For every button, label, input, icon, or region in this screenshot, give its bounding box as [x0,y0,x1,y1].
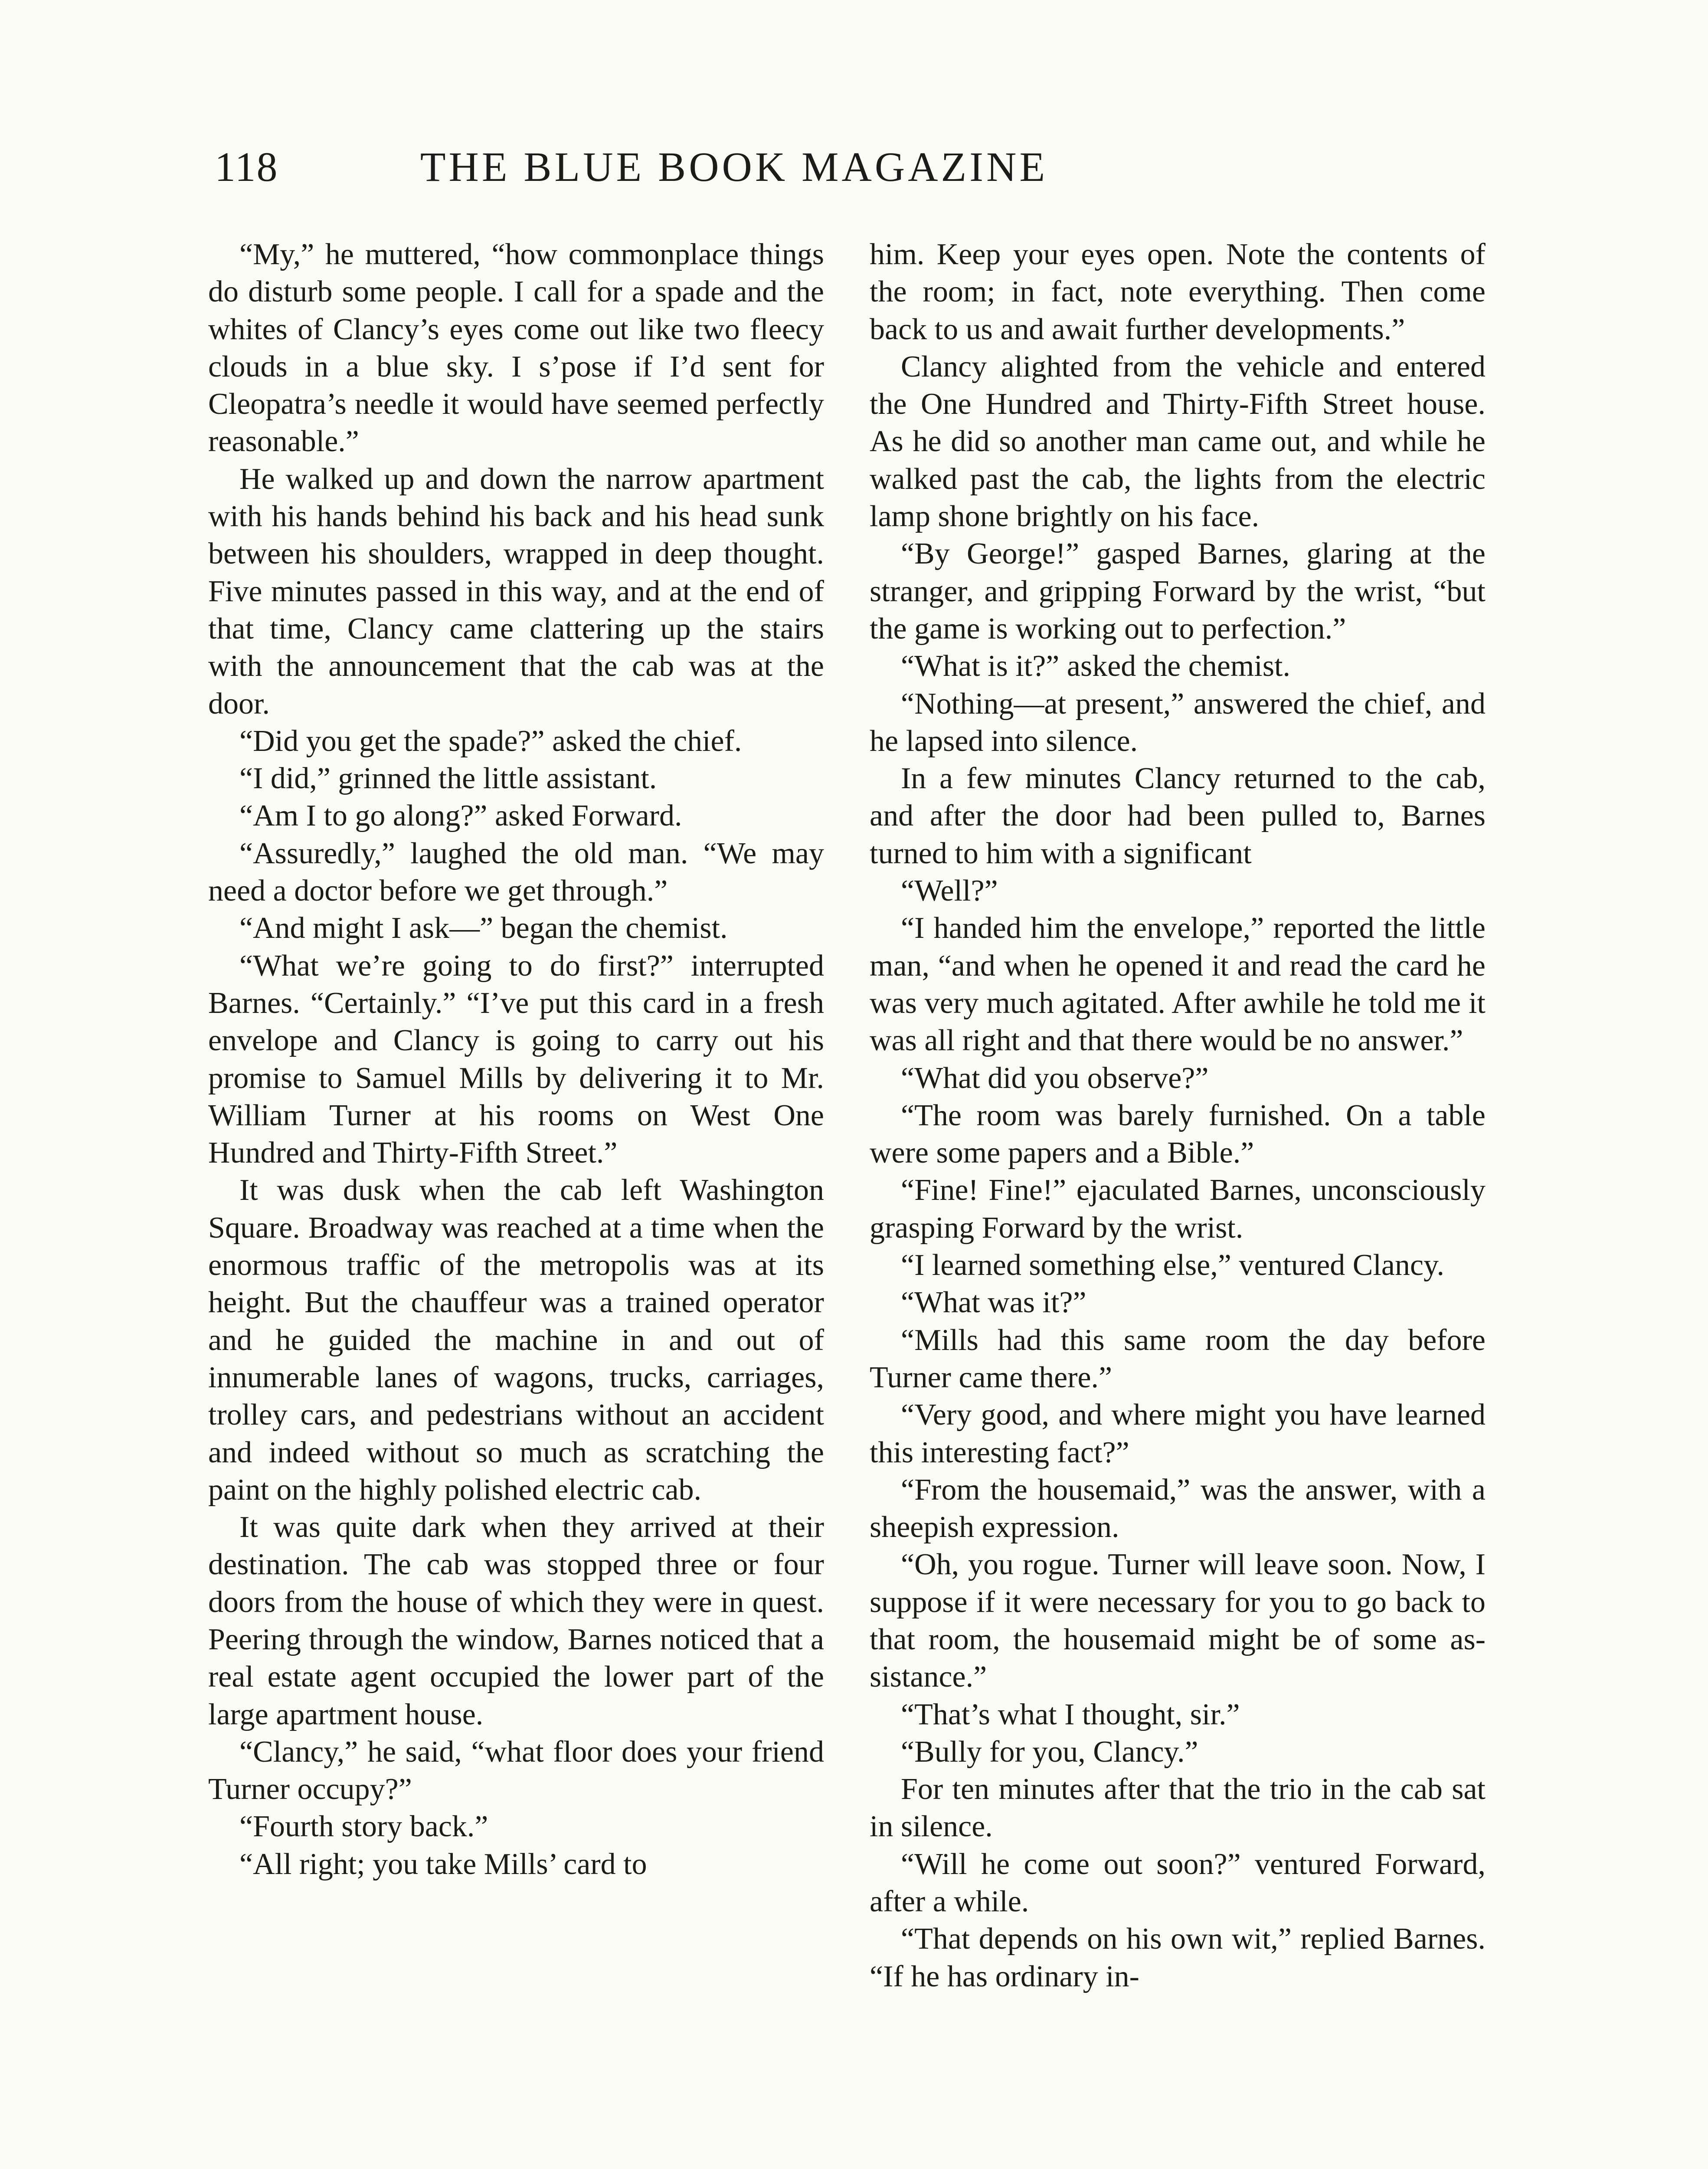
paragraph: “That’s what I thought, sir.” [901,1697,1240,1731]
paragraph: “What is it?” asked the chemist. [901,649,1291,683]
paragraph: “Very good, and where might you have learned this interesting fact?” [870,1398,1486,1469]
paragraph: In a few minutes Clancy returned to the cab, and after the door had been pulled to, Barnes turned to him with a significant [870,762,1486,870]
paragraph: “Bully for you, Clancy.” [901,1735,1198,1769]
paragraph: “And might I ask—” began the chemist. [239,911,728,945]
paragraph: “All right; you take Mills’ card to [239,1847,647,1881]
paragraph: It was quite dark when they arrived at their destination. The cab was stopped three or four doors from the house of which they were in quest. Peering through the window, Barnes noticed that a real estate agent occupied the lower part of the large apartment house. [208,1510,824,1731]
paragraph: “What was it?” [901,1286,1086,1320]
paragraph: “Nothing—at present,” answered the chief, and he lapsed into silence. [870,687,1486,758]
paragraph: “By George!” gasped Barnes, glaring at the stranger, and gripping Forward by the wrist, “but the game is working out to perfection.” [870,537,1486,645]
paragraph-continuation: him. Keep your eyes open. Note the contents of the room; in fact, note everything. Then come back to us and await further developments.” [870,238,1486,346]
paragraph: “Fourth story back.” [239,1810,488,1844]
right-text-column [870,236,1486,1995]
paragraph: It was dusk when the cab left Washington Square. Broadway was reached at a time when the enormous traffic of the metropolis was at its height. But the chauffeur was a trained operator and he guided the machine in and out of innumerable lanes of wagons, trucks, carriages, trolley cars, and pedestrians without an accident and indeed without so much as scratching the paint on the highly polished electric cab. [208,1173,824,1507]
paragraph: “Assuredly,” laughed the old man. “We may need a doctor before we get through.” [208,836,824,908]
paragraph: “Did you get the spade?” asked the chief. [239,724,742,758]
paragraph: “Mills had this same room the day before Turner came there.” [870,1323,1486,1394]
left-text-column [208,236,824,1883]
paragraph: “Well?” [901,874,998,908]
paragraph: “What we’re going to do first?” interrupted Barnes. “Certainly.” “I’ve put this card in a fresh envelope and Clancy is going to carry out his promise to Samuel Mills by delivering it to Mr. William Turner at his rooms on West One Hundred and Thirty-Fifth Street.” [208,949,824,1170]
paragraph: He walked up and down the narrow apartment with his hands behind his back and his head sunk between his shoulders, wrapped in deep thought. Five minutes passed in this way, and at the end of that time, Clancy came clattering up the stairs with the announcement that the cab was at the door. [208,462,824,721]
paragraph: For ten minutes after that the trio in the cab sat in silence. [870,1773,1486,1844]
page-number: 118 [215,144,278,190]
paragraph: “That depends on his own wit,” replied Barnes. “If he has ordinary in- [870,1922,1486,1993]
paragraph: “The room was barely furnished. On a table were some papers and a Bible.” [870,1098,1486,1170]
paragraph: “I did,” grinned the little assistant. [239,762,657,796]
paragraph: “Fine! Fine!” ejaculated Barnes, unconsciously grasping Forward by the wrist. [870,1173,1486,1245]
paragraph: “From the housemaid,” was the answer, with a sheepish expression. [870,1473,1486,1544]
paragraph: “My,” he muttered, “how commonplace things do disturb some people. I call for a spade and the whites of Clancy’s eyes come out like two fleecy clouds in a blue sky. I s’pose if I’d sent for Cleopatra’s needle it would have seemed perfectly reasonable.” [208,238,824,459]
paragraph: “What did you observe?” [901,1061,1209,1095]
paragraph: “I learned something else,” ventured Clancy. [901,1248,1445,1282]
paragraph: “Oh, you rogue. Turner will leave soon. Now, I suppose if it were necessary for you to go back to that room, the housemaid might be of some assistance.” [870,1548,1486,1694]
magazine-title: THE BLUE BOOK MAGAZINE [420,144,1048,190]
paragraph: “I handed him the envelope,” reported the little man, “and when he opened it and read the card he was very much agitated. After awhile he told me it was all right and that there would be no answer.” [870,911,1486,1058]
paragraph: “Will he come out soon?” ventured Forward, after a while. [870,1847,1486,1919]
page-header [215,134,1253,200]
paragraph: Clancy alighted from the vehicle and entered the One Hundred and Thirty-Fifth Street house. As he did so another man came out, and while he walked past the cab, the lights from the electric lamp shone brightly on his face. [870,350,1486,534]
paragraph: “Am I to go along?” asked Forward. [239,799,682,833]
paragraph: “Clancy,” he said, “what floor does your friend Turner occupy?” [208,1735,824,1806]
